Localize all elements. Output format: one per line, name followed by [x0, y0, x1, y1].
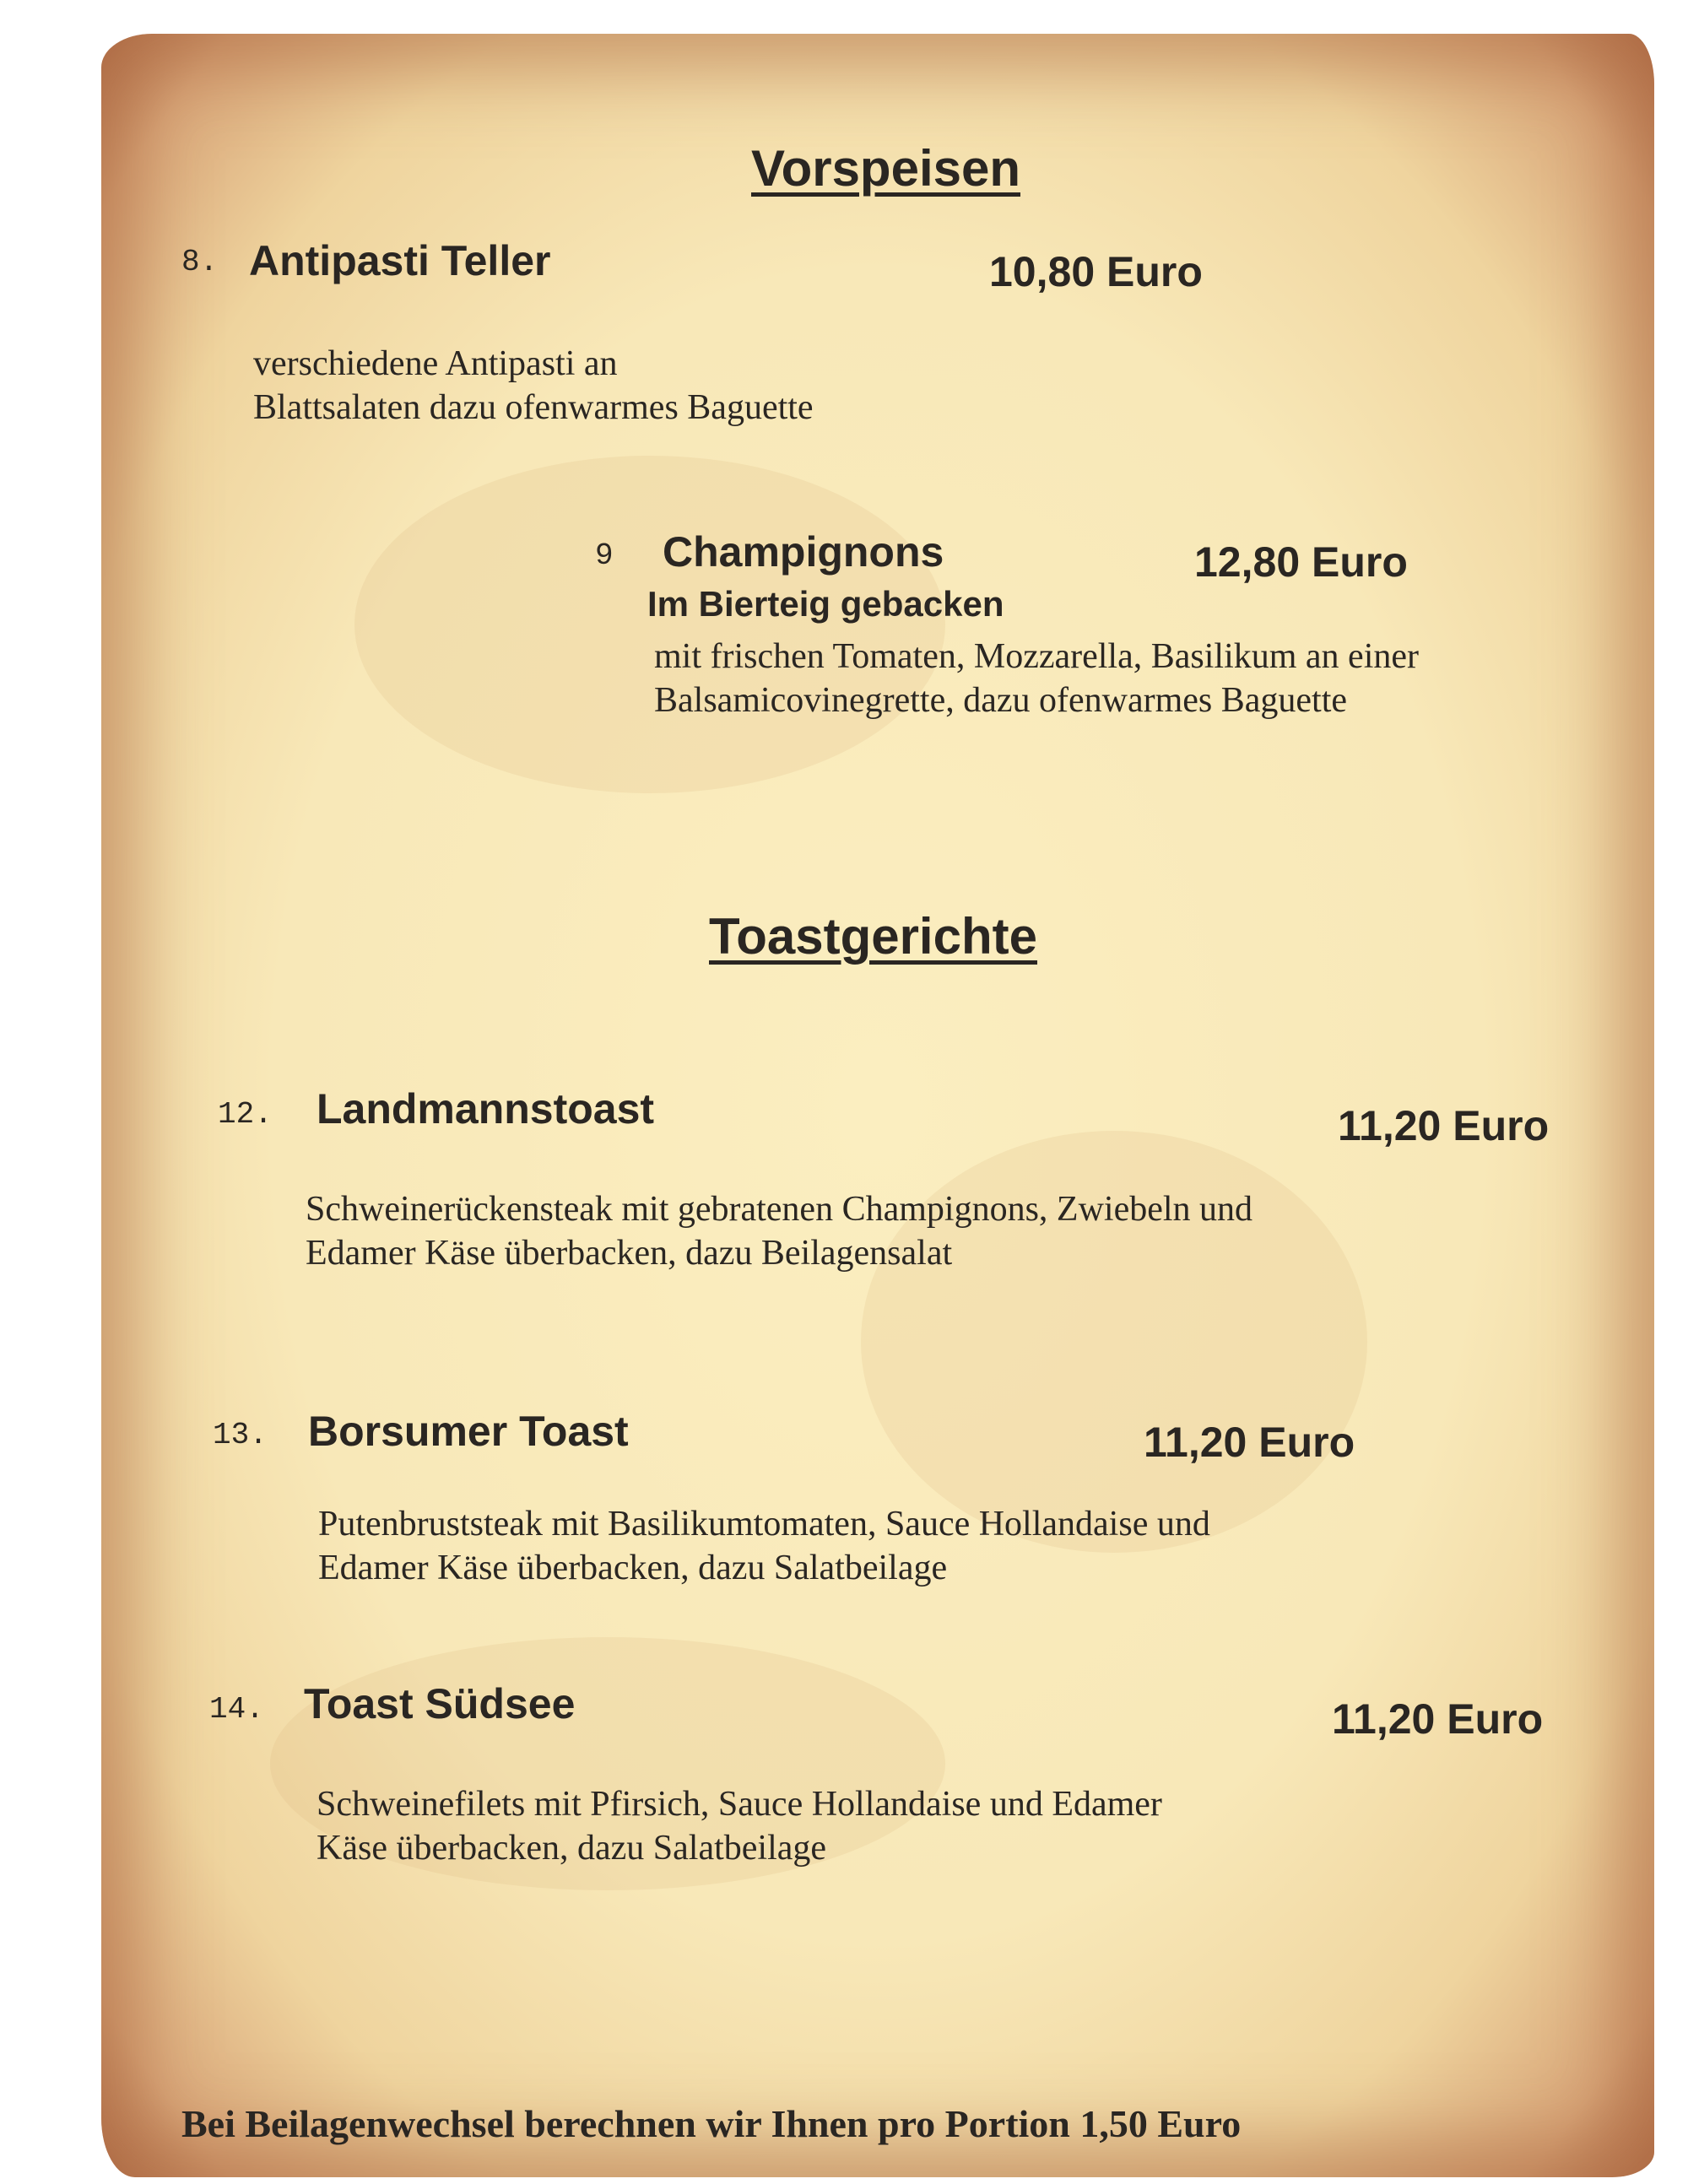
- item-title: Champignons: [663, 528, 944, 576]
- description-line: Putenbruststeak mit Basilikumtomaten, Sauce Hollandaise und: [318, 1505, 1210, 1543]
- description-line: Edamer Käse überbacken, dazu Salatbeilage: [318, 1549, 948, 1587]
- item-title: Antipasti Teller: [249, 237, 551, 284]
- item-number: 9: [595, 538, 614, 573]
- item-price: 12,80 Euro: [1194, 538, 1408, 586]
- item-number: 8.: [181, 245, 219, 279]
- description-line: Käse überbacken, dazu Salatbeilage: [316, 1829, 827, 1868]
- item-number: 14.: [209, 1692, 264, 1727]
- item-subtitle: Im Bierteig gebacken: [647, 584, 1004, 624]
- section-heading-toastgerichte: Toastgerichte: [709, 908, 1037, 965]
- item-price: 10,80 Euro: [989, 248, 1203, 295]
- item-number: 12.: [218, 1097, 273, 1132]
- description-line: Schweinerückensteak mit gebratenen Champignons, Zwiebeln und: [306, 1190, 1253, 1229]
- item-number: 13.: [213, 1418, 268, 1452]
- description-line: Schweinefilets mit Pfirsich, Sauce Hollandaise und Edamer: [316, 1785, 1162, 1824]
- item-price: 11,20 Euro: [1332, 1695, 1544, 1743]
- description-line: Blattsalaten dazu ofenwarmes Baguette: [253, 388, 814, 427]
- item-description: [318, 1502, 1210, 1590]
- description-line: mit frischen Tomaten, Mozzarella, Basilikum an einer: [654, 637, 1419, 676]
- item-description: [253, 342, 814, 430]
- item-price: 11,20 Euro: [1144, 1419, 1355, 1466]
- item-description: [306, 1187, 1252, 1275]
- item-price: 11,20 Euro: [1338, 1102, 1550, 1149]
- item-title: Toast Südsee: [304, 1680, 576, 1727]
- item-title: Landmannstoast: [316, 1085, 655, 1133]
- item-description: [654, 635, 1419, 722]
- description-line: Balsamicovinegrette, dazu ofenwarmes Baguette: [654, 681, 1348, 720]
- item-title: Borsumer Toast: [308, 1408, 629, 1455]
- item-description: [316, 1782, 1162, 1870]
- description-line: verschiedene Antipasti an: [253, 344, 618, 383]
- parchment-stain: [354, 456, 945, 793]
- footer-note: Bei Beilagenwechsel berechnen wir Ihnen pro Portion 1,50 Euro: [181, 2102, 1242, 2145]
- section-heading-vorspeisen: Vorspeisen: [751, 140, 1021, 197]
- description-line: Edamer Käse überbacken, dazu Beilagensalat: [306, 1234, 953, 1273]
